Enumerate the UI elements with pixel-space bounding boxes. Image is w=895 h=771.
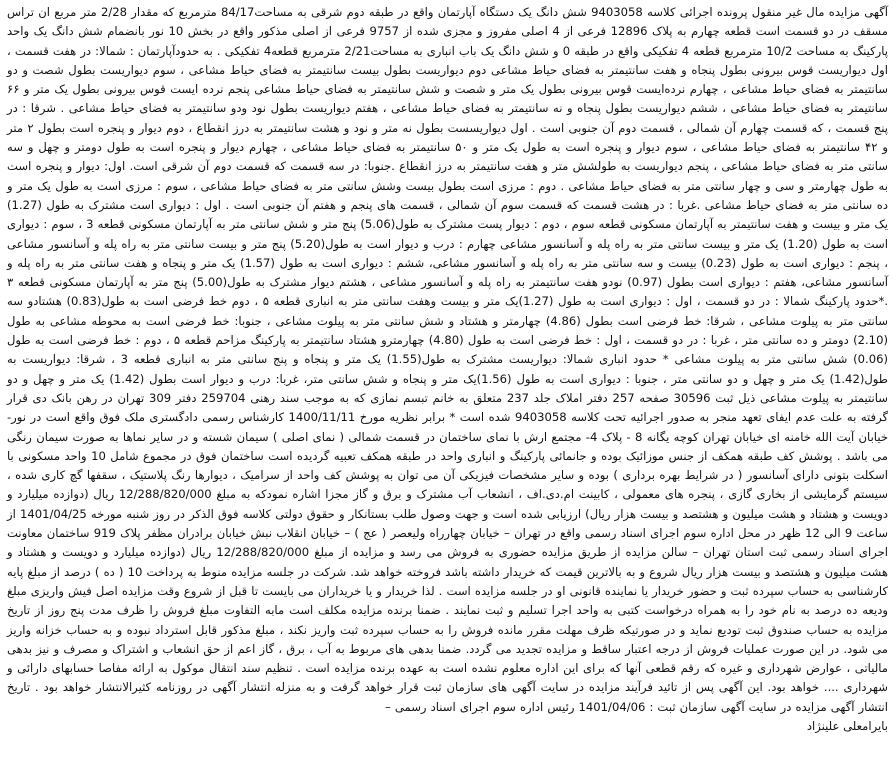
notice-signature: بایرامعلی علینژاد [806, 718, 888, 733]
notice-body-text: آگهی مزایده مال غیر منقول پرونده اجرائی کلاسه 9403058 شش دانگ یک دستگاه آپارتمان واقع در طبقه دوم شرقی به مساحت84/17 مترمربع که مقدار 2/28 متر مربع ان تراس مسقف در دو قسمت است قطعه چهارم به پلاک 12896 فرعی از 4 اصلی مفروز و مجزی شده از 9757 فرعی از اصلی مذکور واقع در بخش 10 نور بانضمام شش دانگ یک واحد پارکینگ به مساحت 10/2 مترمربع قطعه 4 تفکیکی واقع در طبقه 0 و شش دانگ یک باب انباری به مساحت2/21 مترمربع قطعه4 تفکیکی . به حدودآپارتمان : شمالا: در هفت قسمت ، اول دیواریست قوس بیرونی بطول پنجاه و هفت سانتیمتر به فضای حیاط مشاعی دوم دیواریست بطول بیست سانتیمتر به فضای حیاط مشاعی ، سوم دیواریست بطول شصت و دو سانتیمتر به فضای حیاط مشاعی ، چهارم نرده‌ایست قوس بیرونی بطول یک متر و شصت و شش سانتیمتر به فضای حیاط مشاعی پنجم نرده ایست قوس بیرونی بطول یک متر و ۶۶ سانتیمتر به فضای حیاط مشاعی ، ششم دیواریست بطول پنجاه و نه سانتیمتر به فضای حیاط مشاعی ، هفتم دیواریست بطول نود ودو سانتیمتر به فضای حیاط مشاعی . شرقا : در پنج قسمت ، که قسمت چهارم آن شمالی ، قسمت دوم آن جنوبی است . اول دیواریسست بطول نه متر و نود و هشت سانتیمتر به درز انقطاع ، دوم دیوار و پنجره است بطول ۲ متر و ۴۲ سانتیمتر به فضای حیاط مشاعی ، سوم دیوار و پنجره است به طول یک متر و ۵۰ سانتیمتر به فضای حیاط مشاعی ، چهارم دیوار و پنجره است به طول دومتر و چهل و سه سانتی متر به فضای حیاط مشاعی ، پنجم دیواریست به طولشش متر و هفت سانتیمتر به درز انقطاع .جنوبا: در سه قسمت که قسمت دوم آن شرقی است. اول: دیوار و پنجره است به طول چهارمتر و سی و چهار سانتی متر به فضای حیاط مشاعی . دوم : مرزی است بطول بیست وشش سانتی متر به فضای حیاط مشاعی ، سوم : مرزی است به طول یک متر و ده سانتی متر به فضای حیاط مشاعی .غربا : در هشت قسمت که قسمت سوم آن شمالی ، قسمت های پنجم و هفتم آن جنوبی است . اول : دیواری است مشترک به طول (1.27) یک متر و بیست و هفت سانتیمتر به آپارتمان مسکونی قطعه سوم ، دوم : دیوار پست مشترک به طول(5.06) پنج متر و شش سانتی متر به آپارتمان مسکونی قطعه 3 ، سوم : دیواری است به طول (1.20) یک متر و بیست سانتی متر به راه پله و آسانسور مشاعی چهارم : درب و دیوار است به طول(5.20) پنج متر و بیست سانتی متر به راه پله و آسانسور مشاعی ، پنجم : دیواری است به طول (0.23) بیست و سه سانتی متر به راه پله و آسانسور مشاعی، ششم : دیواری است به طول (1.57) یک متر و پنجاه و هفت سانتی متر به راه پله و آسانسور مشاعی، هفتم : دیواری است بطول (0.97) نودو هفت سانتیمتر به راه پله و آسانسور مشاعی ، هشتم دیوار مشترک به طول(5.00) پنج متر به آپارتمان مسکونی قطعه ۳ .*حدود پارکینگ شمالا : در دو قسمت ، اول : دیواری است به طول (1.27)یک متر و بیست وهفت سانتی متر به انباری قطعه ۵ ، دوم خط فرضی است به طول(0.83) هشتادو سه سانتی متر به پیلوت مشاعی ، شرقا: خط فرضی است بطول (4.86) چهارمتر و هشتاد و شش سانتی متر به پیلوت مشاعی ، جنوبا: خط فرضی است به محوطه مشاعی به طول (2.10) دومتر و ده سانتی متر ، غربا : در دو قسمت ، اول : خط فرضی است به طول (4.80) چهارمترو هشتاد سانتیمتر به پارکینگ مزاحم قطعه ۵ ، دوم : خط فرضی است به طول (0.06) شش سانتی متر به پیلوت مشاعی * حدود انباری شمالا: دیواریست مشترک به طول(1.55) یک متر و پنجاه و پنج سانتی متر به انباری قطعه 3 ، شرقا: دیواریست به طول(1.42) یک متر و چهل و دو سانتی متر ، جنوبا : دیواری است به طول (1.56)یک متر و پنجاه و شش سانتی متر، غربا: درب و دیوار است بطول (1.42) یک متر و چهل و دو سانتیمتر به پیلوت مشاعی ذیل ثبت 30596 صفحه 257 دفتر املاک جلد 237 متعلق به خانم تبسم نمازی که به موجب سند رهنی 259704 دفتر 309 تهران در رهن بانک دی قرار گرفته به علت عدم ایفای تعهد منجر به صدور اجرائیه تحت کلاسه 9403058 شده است * برابر نظریه مورخ 1400/11/11 کارشناس رسمی دادگستری ملک فوق واقع است در نور- خیابان آیت الله خامنه ای خیابان تهران کوچه یگانه 8 - پلاک 4- مجتمع ارش با نمای ساختمان در قسمت شمالی ( نمای اصلی ) سیمان شسته و در سایر نماها به صورت سیمان رنگی می باشد . پوشش کف طبقه همکف از جنس موزائیک بوده و جانمائی پارکینگ و انباری واحد در طبقه همکف تعبیه گردیده است ساختمان فوق در مجموع شامل 10 واحد مسکونی با اسکلت بتونی دارای آسانسور ( در شرایط بهره برداری ) بوده و سایر مشخصات فیزیکی آن می توان به پوشش کف واحد از سرامیک ، دیوارها رنگ پلاستیک ، سقفها گچ کاری شده ، سیستم گرمایشی از بخاری گازی ، پنجره های معمولی ، کابینت ام.دی.اف ، انشعاب آب مشترک و برق و گاز مجزا اشاره نمودکه به مبلغ 12/288/820/000 ریال (دوازده میلیارد و دویست و هشتاد و هشت میلیون و هشتصد و بیست هزار ریال) ارزیابی شده است و جهت وصول طلب بستانکار و حقوق دولتی کلاسه فوق الذکر در روز شنبه مورخه 1401/04/25 از ساعت 9 الی 12 ظهر در محل اداره سوم اجرای اسناد رسمی واقع در تهران – خیابان چهارراه ولیعصر ( عج ) – خیابان انقلاب نبش خیابان برادران مظفر پلاک 919 ساختمان معاونت اجرای اسناد رسمی ثبت استان تهران – سالن مزایده از طریق مزایده حضوری به فروش می رسد و مزایده از مبلغ 12/288/820/000 ریال (دوازده میلیارد و دویست و هشتاد و هشت میلیون و هشتصد و بیست هزار ریال شروع و به بالاترین قیمت که خریدار داشته باشد فروخته خواهد شد. شرکت در جلسه مزایده منوط به پرداخت 10 ( ده ) درصد از مبلغ پایه کارشناسی به حساب سپرده ثبت و حضور خریدار یا نماینده قانونی او در جلسه مزایده است . لذا خریدار و یا خریداران می بایست تا قبل از شروع وقت مزایده اصل فیش واریزی مبلغ ودیعه ده درصد به نام خود را به همراه درخواست کتبی به واحد اجرا تسلیم و ثبت نمایند . ضمنا برنده مزایده مکلف است مابه التفاوت مبلغ فروش را ظرف مدت پنج روز از تاریخ مزایده به حساب صندوق ثبت تودیع نماید و در صورتیکه ظرف مهلت مقرر مانده فروش را به حساب سپرده ثبت واریز نکند ، مبلغ مذکور قابل استرداد نبوده و به حساب خزانه واریز می شود. در این صورت عملیات فروش از درجه اعتبار ساقط و مزایده تجدید می گردد. ضمنا بدهی های مربوط به آب ، برق ، گاز اعم از حق انشعاب و اشتراک و مصرف و نیز بدهی مالیاتی ، عوارض شهرداری و غیره که رقم قطعی آنها که برای این اداره معلوم نشده است به عهده برنده مزایده است . تنظیم سند انتقال موکول به ارائه مفاصا حسابهای دارائی و شهرداری .... خواهد بود. این آگهی پس از تائید فرآیند مزایده در سایت آگهی های سازمان ثبت قرار خواهد گرفت و به منزله انتشار آگهی در روزنامه کثیرالانتشار خواهد بود . تاریخ انتشار آگهی مزایده در سایت آگهی سازمان ثبت : 1401/04/06 رئیس اداره سوم اجرای اسناد رسمی – [7, 5, 889, 714]
